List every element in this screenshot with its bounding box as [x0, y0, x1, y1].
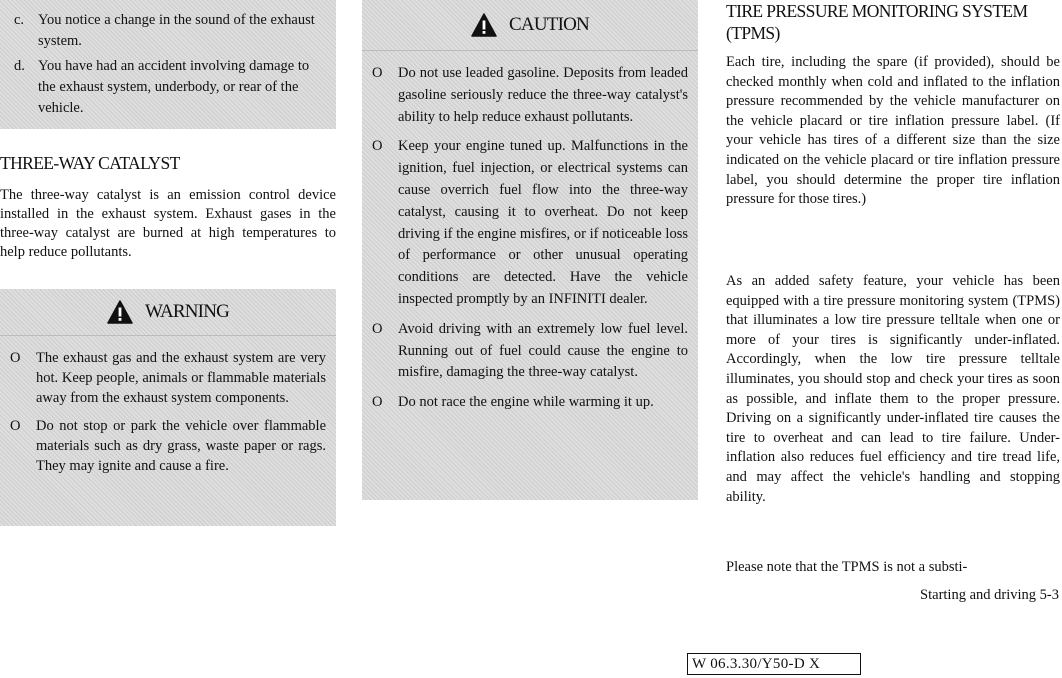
- list-item-text: You have had an accident involving damage to the exhaust system, underbody, or rear of the vehicle.: [38, 58, 310, 116]
- bullet-marker: O: [372, 65, 383, 81]
- list-marker: c.: [14, 12, 25, 28]
- list-item: [14, 10, 328, 52]
- warning-list: [0, 336, 336, 494]
- warning-item: [10, 348, 326, 408]
- warning-triangle-icon: [107, 300, 133, 324]
- page-number-label: Starting and driving 5-3: [920, 587, 1059, 603]
- list-item: [14, 56, 328, 119]
- catalyst-paragraph: The three-way catalyst is an emission control device installed in the exhaust system. Exhaust gases in the three-way catalyst are burned at high temperatures to help reduce pollutants.: [0, 187, 336, 260]
- section-heading-catalyst: THREE-WAY CATALYST: [0, 153, 180, 173]
- caution-item-text: Avoid driving with an extremely low fuel level. Running out of fuel could cause the engine to misfire, damaging the three-way catalyst.: [398, 320, 688, 381]
- tpms-paragraph-3: Please note that the TPMS is not a substi-: [726, 559, 968, 575]
- caution-item: [372, 63, 688, 128]
- document-code-box: W 06.3.30/Y50-D X: [687, 653, 861, 675]
- caution-item: [372, 392, 688, 414]
- bullet-marker: O: [10, 350, 21, 366]
- bullet-marker: O: [372, 138, 383, 155]
- caution-title: CAUTION: [509, 14, 589, 35]
- warning-title: WARNING: [144, 301, 230, 322]
- continued-list: [0, 0, 336, 119]
- caution-item-text: Keep your engine tuned up. Malfunctions in the ignition, fuel injection, or electrical systems can cause overrich fuel flow into the three-way catalyst, causing it to overheat. Do not keep driving if the engine misfires, or if noticeable loss of performance or other unusual operating conditions are detected. Have the vehicle inspected promptly by an INFINITI dealer.: [398, 138, 688, 307]
- caution-item-text: Do not race the engine while warming it up.: [398, 394, 654, 411]
- tpms-paragraph-2: As an added safety feature, your vehicle has been equipped with a tire pressure monitoring system (TPMS) that illuminates a low tire pressure telltale when one or more of your tires is significantly under-inflated. Accordingly, when the low tire pressure telltale illuminates, you should stop and check your tires as soon as possible, and inflate them to the proper pressure. Driving on a significantly under-inflated tire causes the tire to overheat and can lead to tire failure. Under-inflation also reduces fuel efficiency and tire tread life, and may affect the vehicle's handling and stopping ability.: [726, 273, 1060, 505]
- warning-box: [0, 289, 336, 526]
- bullet-marker: O: [372, 394, 383, 411]
- warning-item-text: Do not stop or park the vehicle over flammable materials such as dry grass, waste paper or rags. They may ignite and cause a fire.: [36, 418, 326, 474]
- bullet-marker: O: [372, 320, 383, 337]
- continued-list-panel: [0, 0, 336, 129]
- caution-list: [362, 51, 698, 432]
- warning-triangle-icon: [471, 13, 497, 37]
- list-marker: d.: [14, 58, 25, 74]
- caution-item-text: Do not use leaded gasoline. Deposits from leaded gasoline seriously reduce the three-way catalyst's ability to help reduce exhaust pollutants.: [398, 65, 688, 125]
- bullet-marker: O: [10, 418, 21, 434]
- warning-item-text: The exhaust gas and the exhaust system are very hot. Keep people, animals or flammable materials away from the exhaust system components.: [36, 350, 326, 406]
- tpms-paragraph-1: Each tire, including the spare (if provided), should be checked monthly when cold and inflated to the inflation pressure recommended by the vehicle manufacturer on the vehicle placard or tire inflation pressure label. (If your vehicle has tires of a different size than the size indicated on the vehicle placard or tire inflation pressure label, you should determine the proper tire inflation pressure for those tires.): [726, 54, 1060, 208]
- warning-header: [0, 289, 336, 336]
- list-item-text: You notice a change in the sound of the exhaust system.: [38, 12, 315, 49]
- caution-item: [372, 136, 688, 310]
- caution-header: [362, 0, 698, 51]
- warning-item: [10, 416, 326, 476]
- caution-box: [362, 0, 698, 500]
- section-heading-tpms: TIRE PRESSURE MONITORING SYSTEM (TPMS): [726, 1, 1028, 43]
- caution-item: [372, 319, 688, 384]
